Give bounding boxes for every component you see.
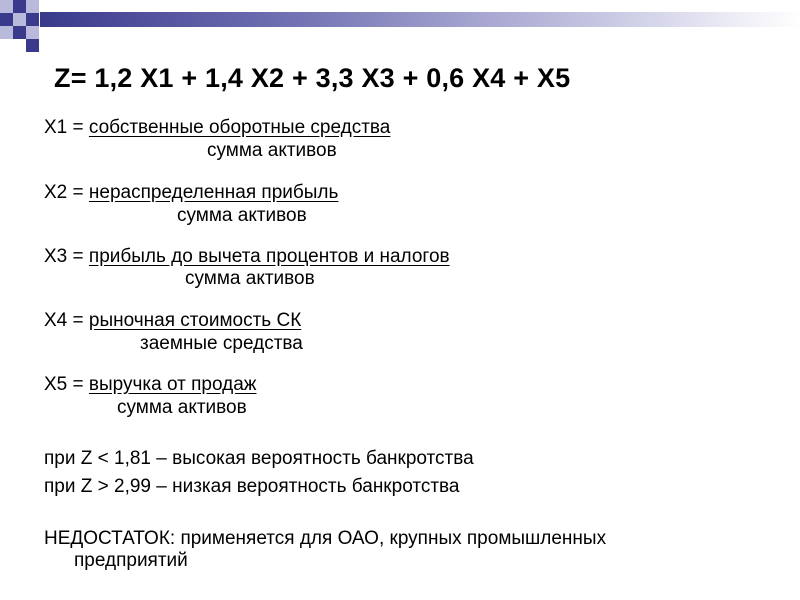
term-x2-row xyxy=(44,182,338,204)
decor-square xyxy=(13,26,26,39)
term-numerator: нераспределенная прибыль xyxy=(88,182,339,203)
term-numerator: выручка от продаж xyxy=(88,374,257,395)
gradient-bar xyxy=(40,12,800,27)
term-x5-row xyxy=(44,374,256,396)
term-denominator: сумма активов xyxy=(177,205,307,226)
term-denominator: сумма активов xyxy=(185,268,315,289)
decor-square xyxy=(0,26,13,39)
drawback-line-1: НЕДОСТАТОК: применяется для ОАО, крупных промышленных xyxy=(44,528,607,549)
decor-square xyxy=(26,13,39,26)
condition-high-risk: при Z < 1,81 – высокая вероятность банкротства xyxy=(44,448,474,469)
term-numerator: рыночная стоимость СК xyxy=(88,310,302,331)
decor-square xyxy=(0,0,13,13)
term-var: X1 = xyxy=(44,117,89,138)
term-x3-row xyxy=(44,246,450,268)
term-var: X5 = xyxy=(44,374,89,395)
decor-square xyxy=(13,0,26,13)
formula-title: Z= 1,2 X1 + 1,4 X2 + 3,3 X3 + 0,6 X4 + X5 xyxy=(54,63,571,93)
term-denominator: сумма активов xyxy=(117,397,247,418)
term-numerator: собственные оборотные средства xyxy=(88,117,391,138)
term-denominator: сумма активов xyxy=(207,140,337,161)
drawback-line-2: предприятий xyxy=(74,550,188,571)
decorative-header xyxy=(0,0,800,60)
decor-square xyxy=(26,26,39,39)
term-denominator: заемные средства xyxy=(140,333,303,354)
term-var: X4 = xyxy=(44,310,89,331)
decor-square xyxy=(26,39,39,52)
condition-low-risk: при Z > 2,99 – низкая вероятность банкротства xyxy=(44,476,460,497)
term-numerator: прибыль до вычета процентов и налогов xyxy=(88,246,450,267)
term-var: X2 = xyxy=(44,182,89,203)
term-x1-row xyxy=(44,117,390,139)
term-x4-row xyxy=(44,310,301,332)
decor-square xyxy=(0,13,13,26)
term-var: X3 = xyxy=(44,246,89,267)
decor-square xyxy=(26,0,39,13)
decor-square xyxy=(13,13,26,26)
